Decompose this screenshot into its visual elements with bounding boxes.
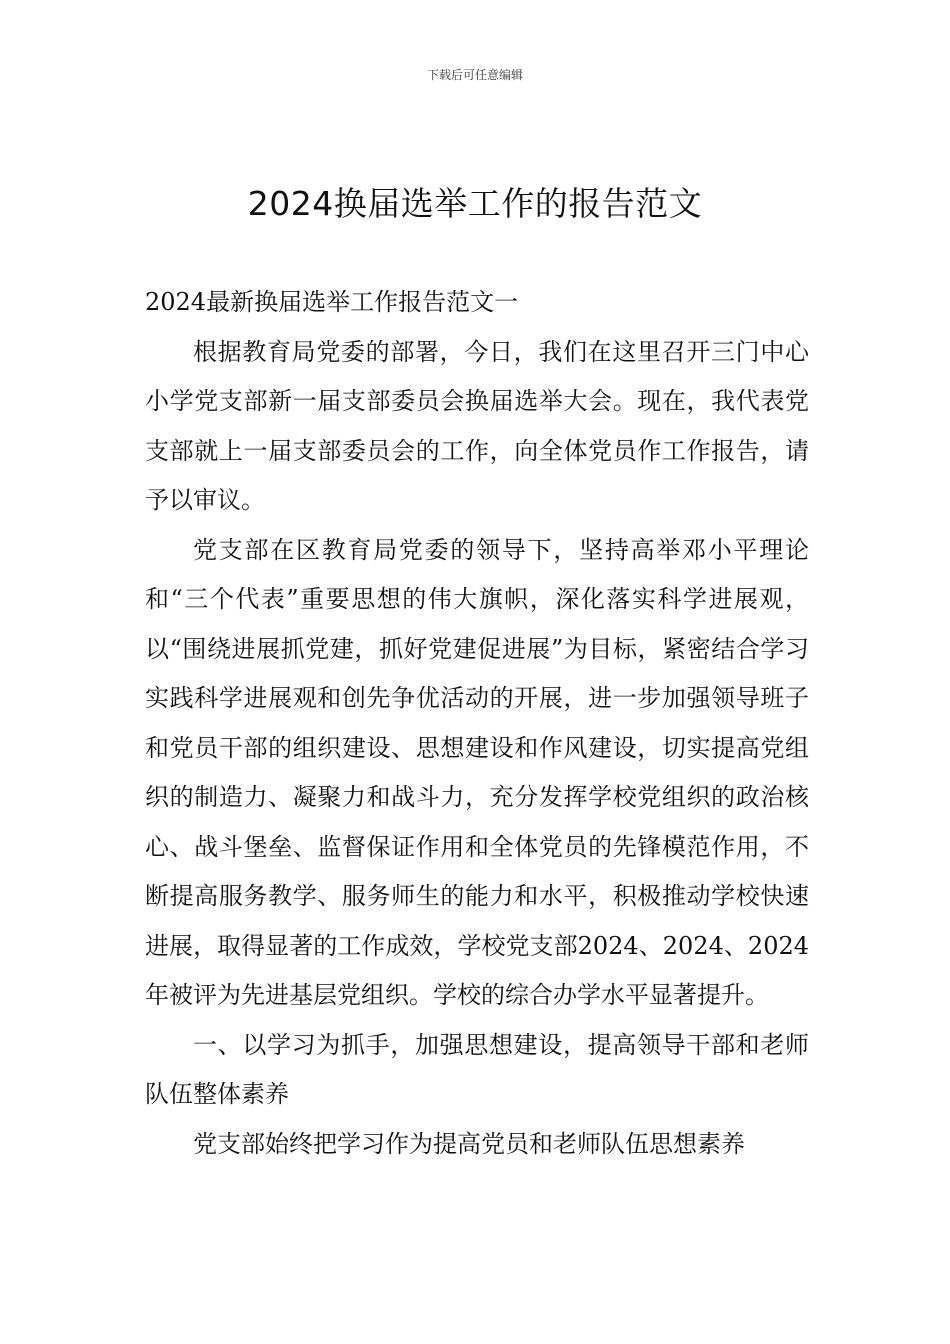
paragraph: 一、以学习为抓手，加强思想建设，提高领导干部和老师队伍整体素养 — [145, 1030, 809, 1108]
document-body — [145, 278, 809, 1169]
document-title: 2024换届选举工作的报告范文 — [247, 184, 703, 223]
paragraph: 根据教育局党委的部署，今日，我们在这里召开三门中心小学党支部新一届支部委员会换届选举大会。现在，我代表党支部就上一届支部委员会的工作，向全体党员作工作报告，请予以审议。 — [145, 337, 809, 514]
page-header-note: 下载后可任意编辑 — [426, 68, 523, 82]
section-heading: 2024最新换届选举工作报告范文一 — [145, 288, 519, 316]
paragraph: 党支部在区教育局党委的领导下，坚持高举邓小平理论和“三个代表”重要思想的伟大旗帜，深化落实科学进展观，以“围绕进展抓党建，抓好党建促进展”为目标，紧密结合学习实践科学进展观和创先争优活动的开展，进一步加强领导班子和党员干部的组织建设、思想建设和作风建设，切实提高党组织的制造力、凝聚力和战斗力，充分发挥学校党组织的政治核心、战斗堡垒、监督保证作用和全体党员的先锋模范作用，不断提高服务教学、服务师生的能力和水平，积极推动学校快速进展，取得显著的工作成效，学校党支部2024、2024、2024年被评为先进基层党组织。学校的综合办学水平显著提升。 — [145, 535, 809, 1009]
paragraph: 党支部始终把学习作为提高党员和老师队伍思想素养 — [193, 1129, 745, 1158]
